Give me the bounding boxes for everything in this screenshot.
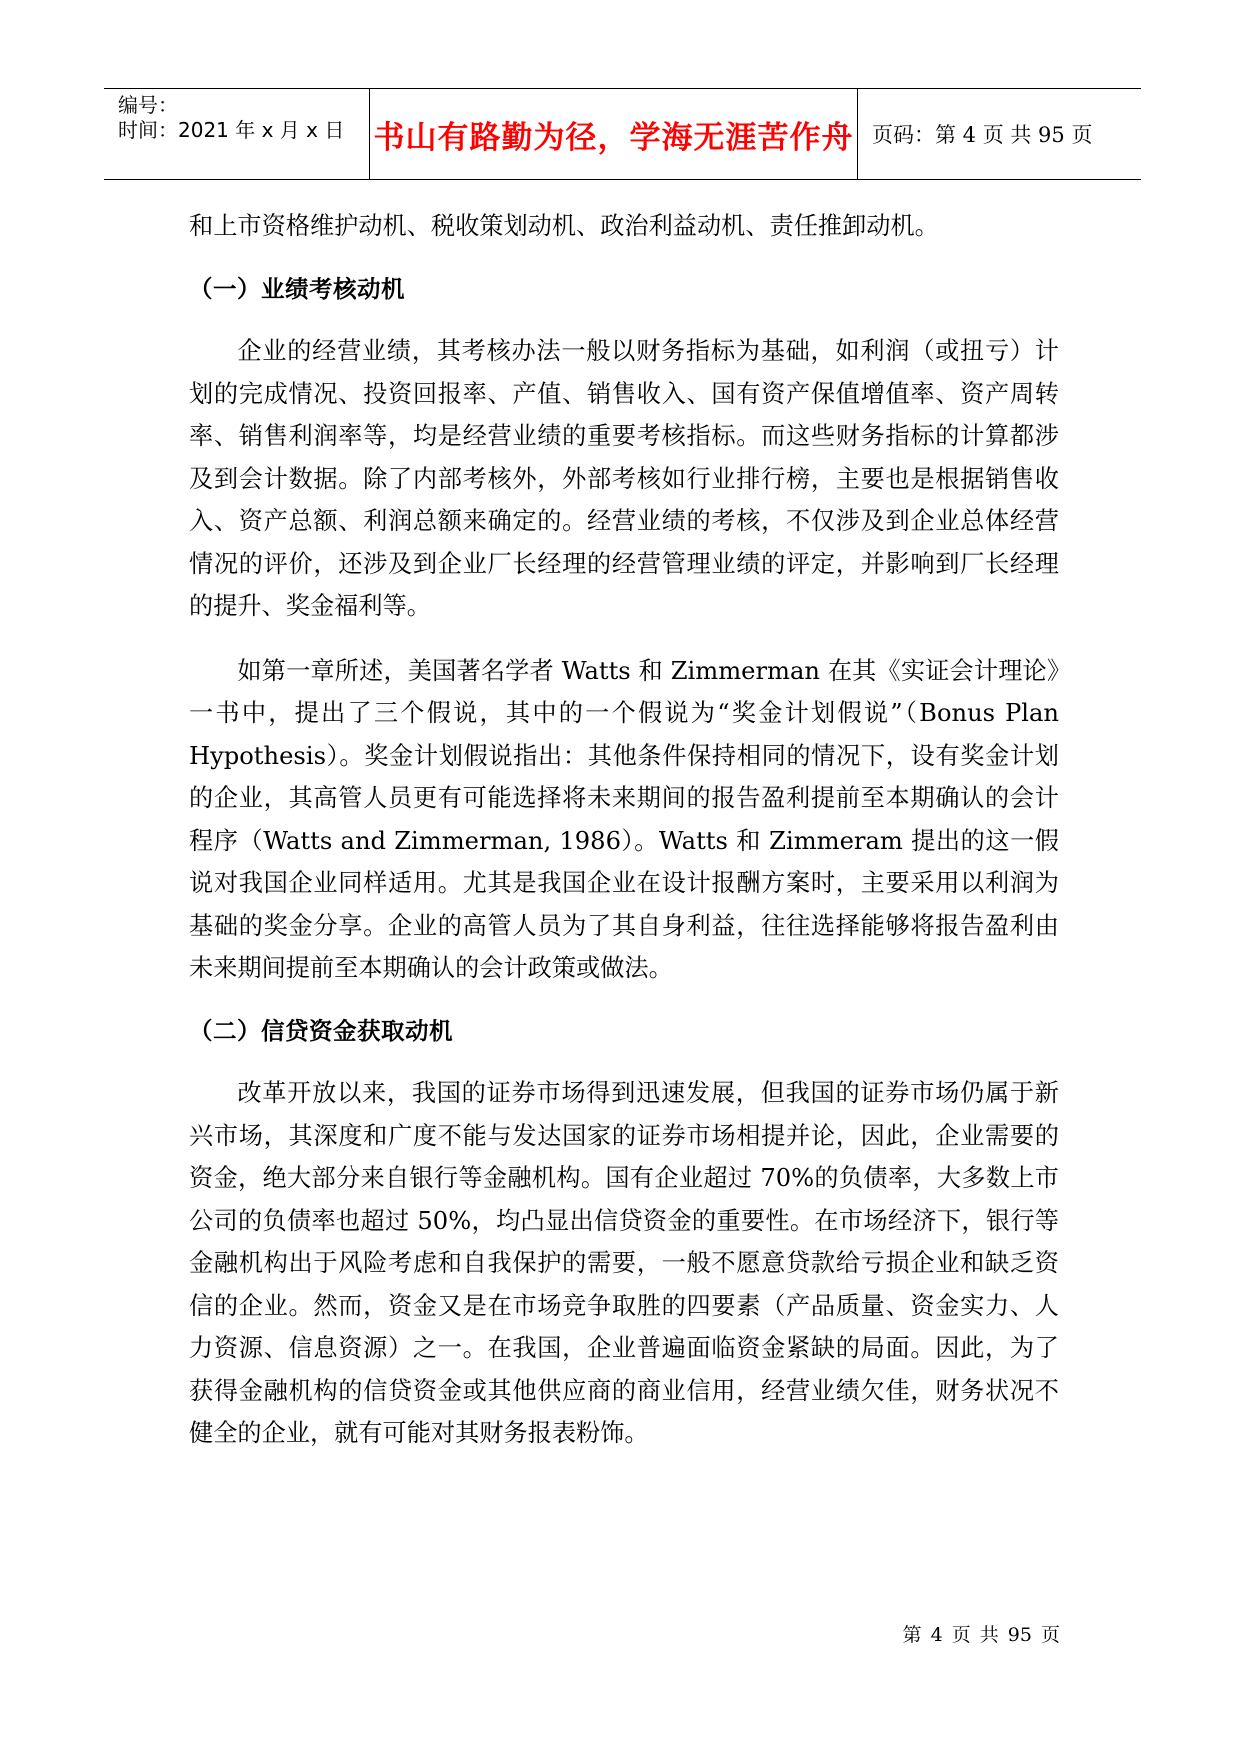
paragraph-performance-1: 企业的经营业绩，其考核办法一般以财务指标为基础，如利润（或扭亏）计划的完成情况、投资回报率、产值、销售收入、国有资产保值增值率、资产周转率、销售利润率等，均是经营业绩的重要考核指标。而这些财务指标的计算都涉及到会计数据。除了内部考核外，外部考核如行业排行榜，主要也是根据销售收入、资产总额、利润总额来确定的。经营业绩的考核，不仅涉及到企业总体经营情况的评价，还涉及到企业厂长经理的经营管理业绩的评定，并影响到厂长经理的提升、奖金福利等。 bbox=[189, 337, 1059, 620]
header-page-cell bbox=[858, 89, 1141, 179]
footer-page-number: 第 4 页 共 95 页 bbox=[902, 1624, 1060, 1646]
section-heading-credit: （二）信贷资金获取动机 bbox=[189, 1016, 453, 1045]
paragraph-performance-2: 如第一章所述，美国著名学者 Watts 和 Zimmerman 在其《实证会计理论》一书中，提出了三个假说，其中的一个假说为“奖金计划假说”（Bonus Plan Hypothesis）。奖金计划假说指出：其他条件保持相同的情况下，设有奖金计划的企业，其高管人员更有可能选择将未来期间的报告盈利提前至本期确认的会计程序（Watts and Zimmerman, 1986）。Watts 和 Zimmeram 提出的这一假说对我国企业同样适用。尤其是我国企业在设计报酬方案时，主要采用以利润为基础的奖金分享。企业的高管人员为了其自身利益，往往选择能够将报告盈利由未来期间提前至本期确认的会计政策或做法。 bbox=[189, 656, 1059, 982]
page-header bbox=[104, 88, 1141, 180]
header-motto-cell bbox=[370, 89, 858, 179]
document-number-label: 编号： bbox=[118, 93, 178, 117]
page-footer bbox=[900, 1620, 1060, 1647]
intro-paragraph: 和上市资格维护动机、税收策划动机、政治利益动机、责任推卸动机。 bbox=[189, 212, 939, 240]
paragraph-credit-1: 改革开放以来，我国的证券市场得到迅速发展，但我国的证券市场仍属于新兴市场，其深度和广度不能与发达国家的证券市场相提并论，因此，企业需要的资金，绝大部分来自银行等金融机构。国有企业超过 70%的负债率，大多数上市公司的负债率也超过 50%，均凸显出信贷资金的重要性。在市场经济下，银行等金融机构出于风险考虑和自我保护的需要，一般不愿意贷款给亏损企业和缺乏资信的企业。然而，资金又是在市场竞争取胜的四要素（产品质量、资金实力、人力资源、信息资源）之一。在我国，企业普遍面临资金紧缺的局面。因此，为了获得金融机构的信贷资金或其他供应商的商业信用，经营业绩欠佳，财务状况不健全的企业，就有可能对其财务报表粉饰。 bbox=[189, 1079, 1059, 1447]
document-body bbox=[189, 205, 1059, 1455]
header-page-info: 页码：第 4 页 共 95 页 bbox=[872, 123, 1093, 147]
header-motto: 书山有路勤为径，学海无涯苦作舟 bbox=[373, 119, 854, 156]
section-heading-performance: （一）业绩考核动机 bbox=[189, 274, 405, 303]
document-date-label: 时间：2021 年 x 月 x 日 bbox=[118, 118, 345, 142]
header-meta-cell bbox=[104, 89, 370, 179]
